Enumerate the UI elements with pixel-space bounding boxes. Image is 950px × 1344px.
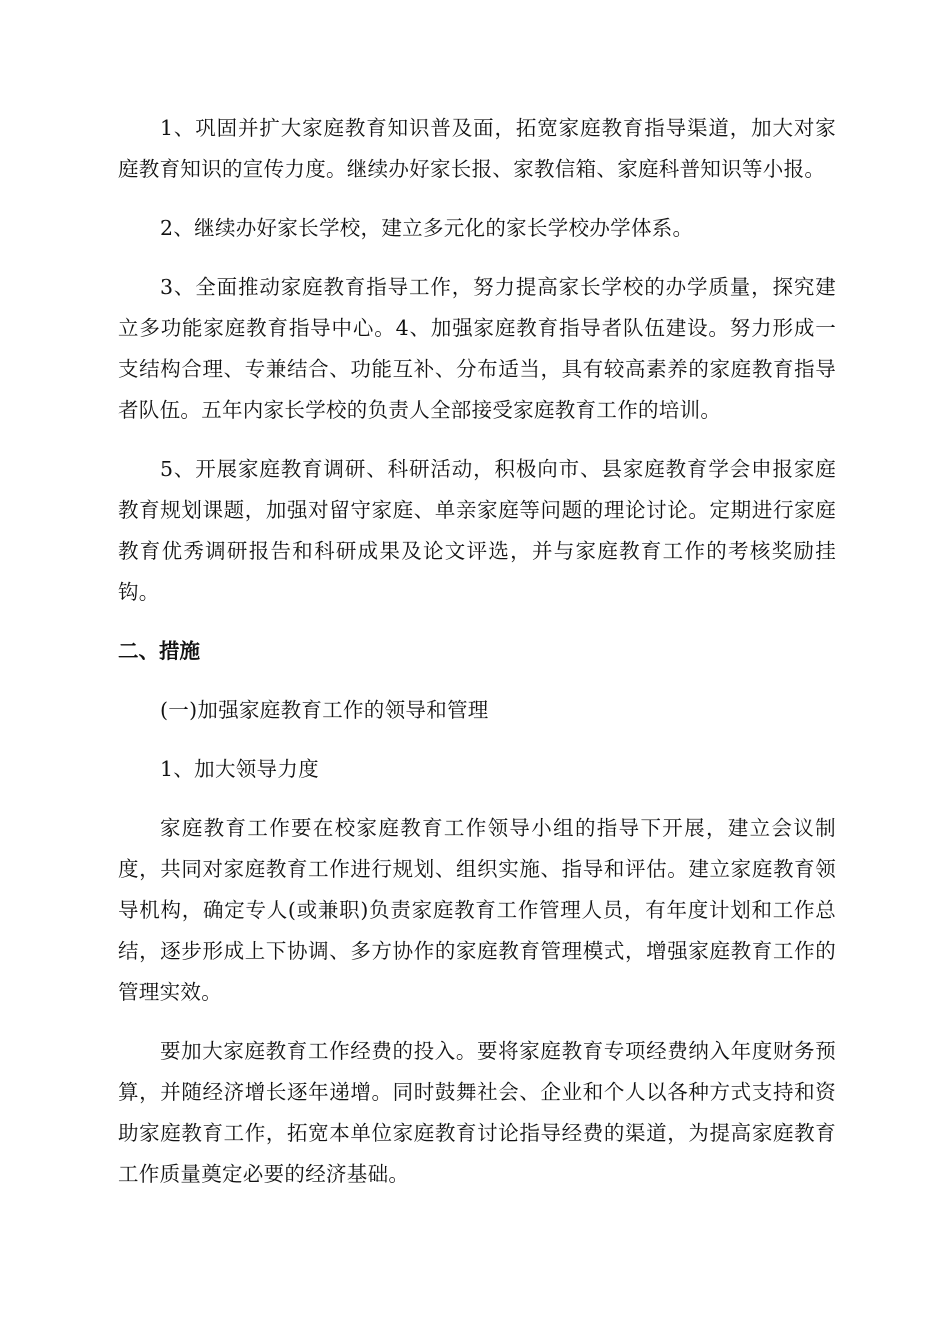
subheading-strengthen-leadership: 1、加大领导力度 — [160, 757, 319, 781]
paragraph-leadership-detail: 家庭教育工作要在校家庭教育工作领导小组的指导下开展，建立会议制度，共同对家庭教育工作进行规划、组织实施、指导和评估。建立家庭教育领导机构，确定专人(或兼职)负责家庭教育工作管理人员，有年度计划和工作总结，逐步形成上下协调、多方协作的家庭教育管理模式，增强家庭教育工作的管理实效。 — [118, 816, 836, 1004]
paragraph-goal-2: 2、继续办好家长学校，建立多元化的家长学校办学体系。 — [160, 216, 694, 240]
paragraph-goal-5: 5、开展家庭教育调研、科研活动，积极向市、县家庭教育学会申报家庭教育规划课题，加强对留守家庭、单亲家庭等问题的理论讨论。定期进行家庭教育优秀调研报告和科研成果及论文评选，并与家庭教育工作的考核奖励挂钩。 — [118, 457, 836, 604]
paragraph-goal-1: 1、巩固并扩大家庭教育知识普及面，拓宽家庭教育指导渠道，加大对家庭教育知识的宣传力度。继续办好家长报、家教信箱、家庭科普知识等小报。 — [118, 116, 836, 181]
section-heading-measures: 二、措施 — [118, 639, 200, 663]
paragraph-goal-3-4: 3、全面推动家庭教育指导工作，努力提高家长学校的办学质量，探究建立多功能家庭教育指导中心。4、加强家庭教育指导者队伍建设。努力形成一支结构合理、专兼结合、功能互补、分布适当，具有较高素养的家庭教育指导者队伍。五年内家长学校的负责人全部接受家庭教育工作的培训。 — [118, 275, 836, 422]
subheading-leadership: (一)加强家庭教育工作的领导和管理 — [160, 698, 489, 722]
paragraph-funding-detail: 要加大家庭教育工作经费的投入。要将家庭教育专项经费纳入年度财务预算，并随经济增长逐年递增。同时鼓舞社会、企业和个人以各种方式支持和资助家庭教育工作，拓宽本单位家庭教育讨论指导经费的渠道，为提高家庭教育工作质量奠定必要的经济基础。 — [118, 1039, 836, 1186]
document-body — [118, 108, 836, 1213]
